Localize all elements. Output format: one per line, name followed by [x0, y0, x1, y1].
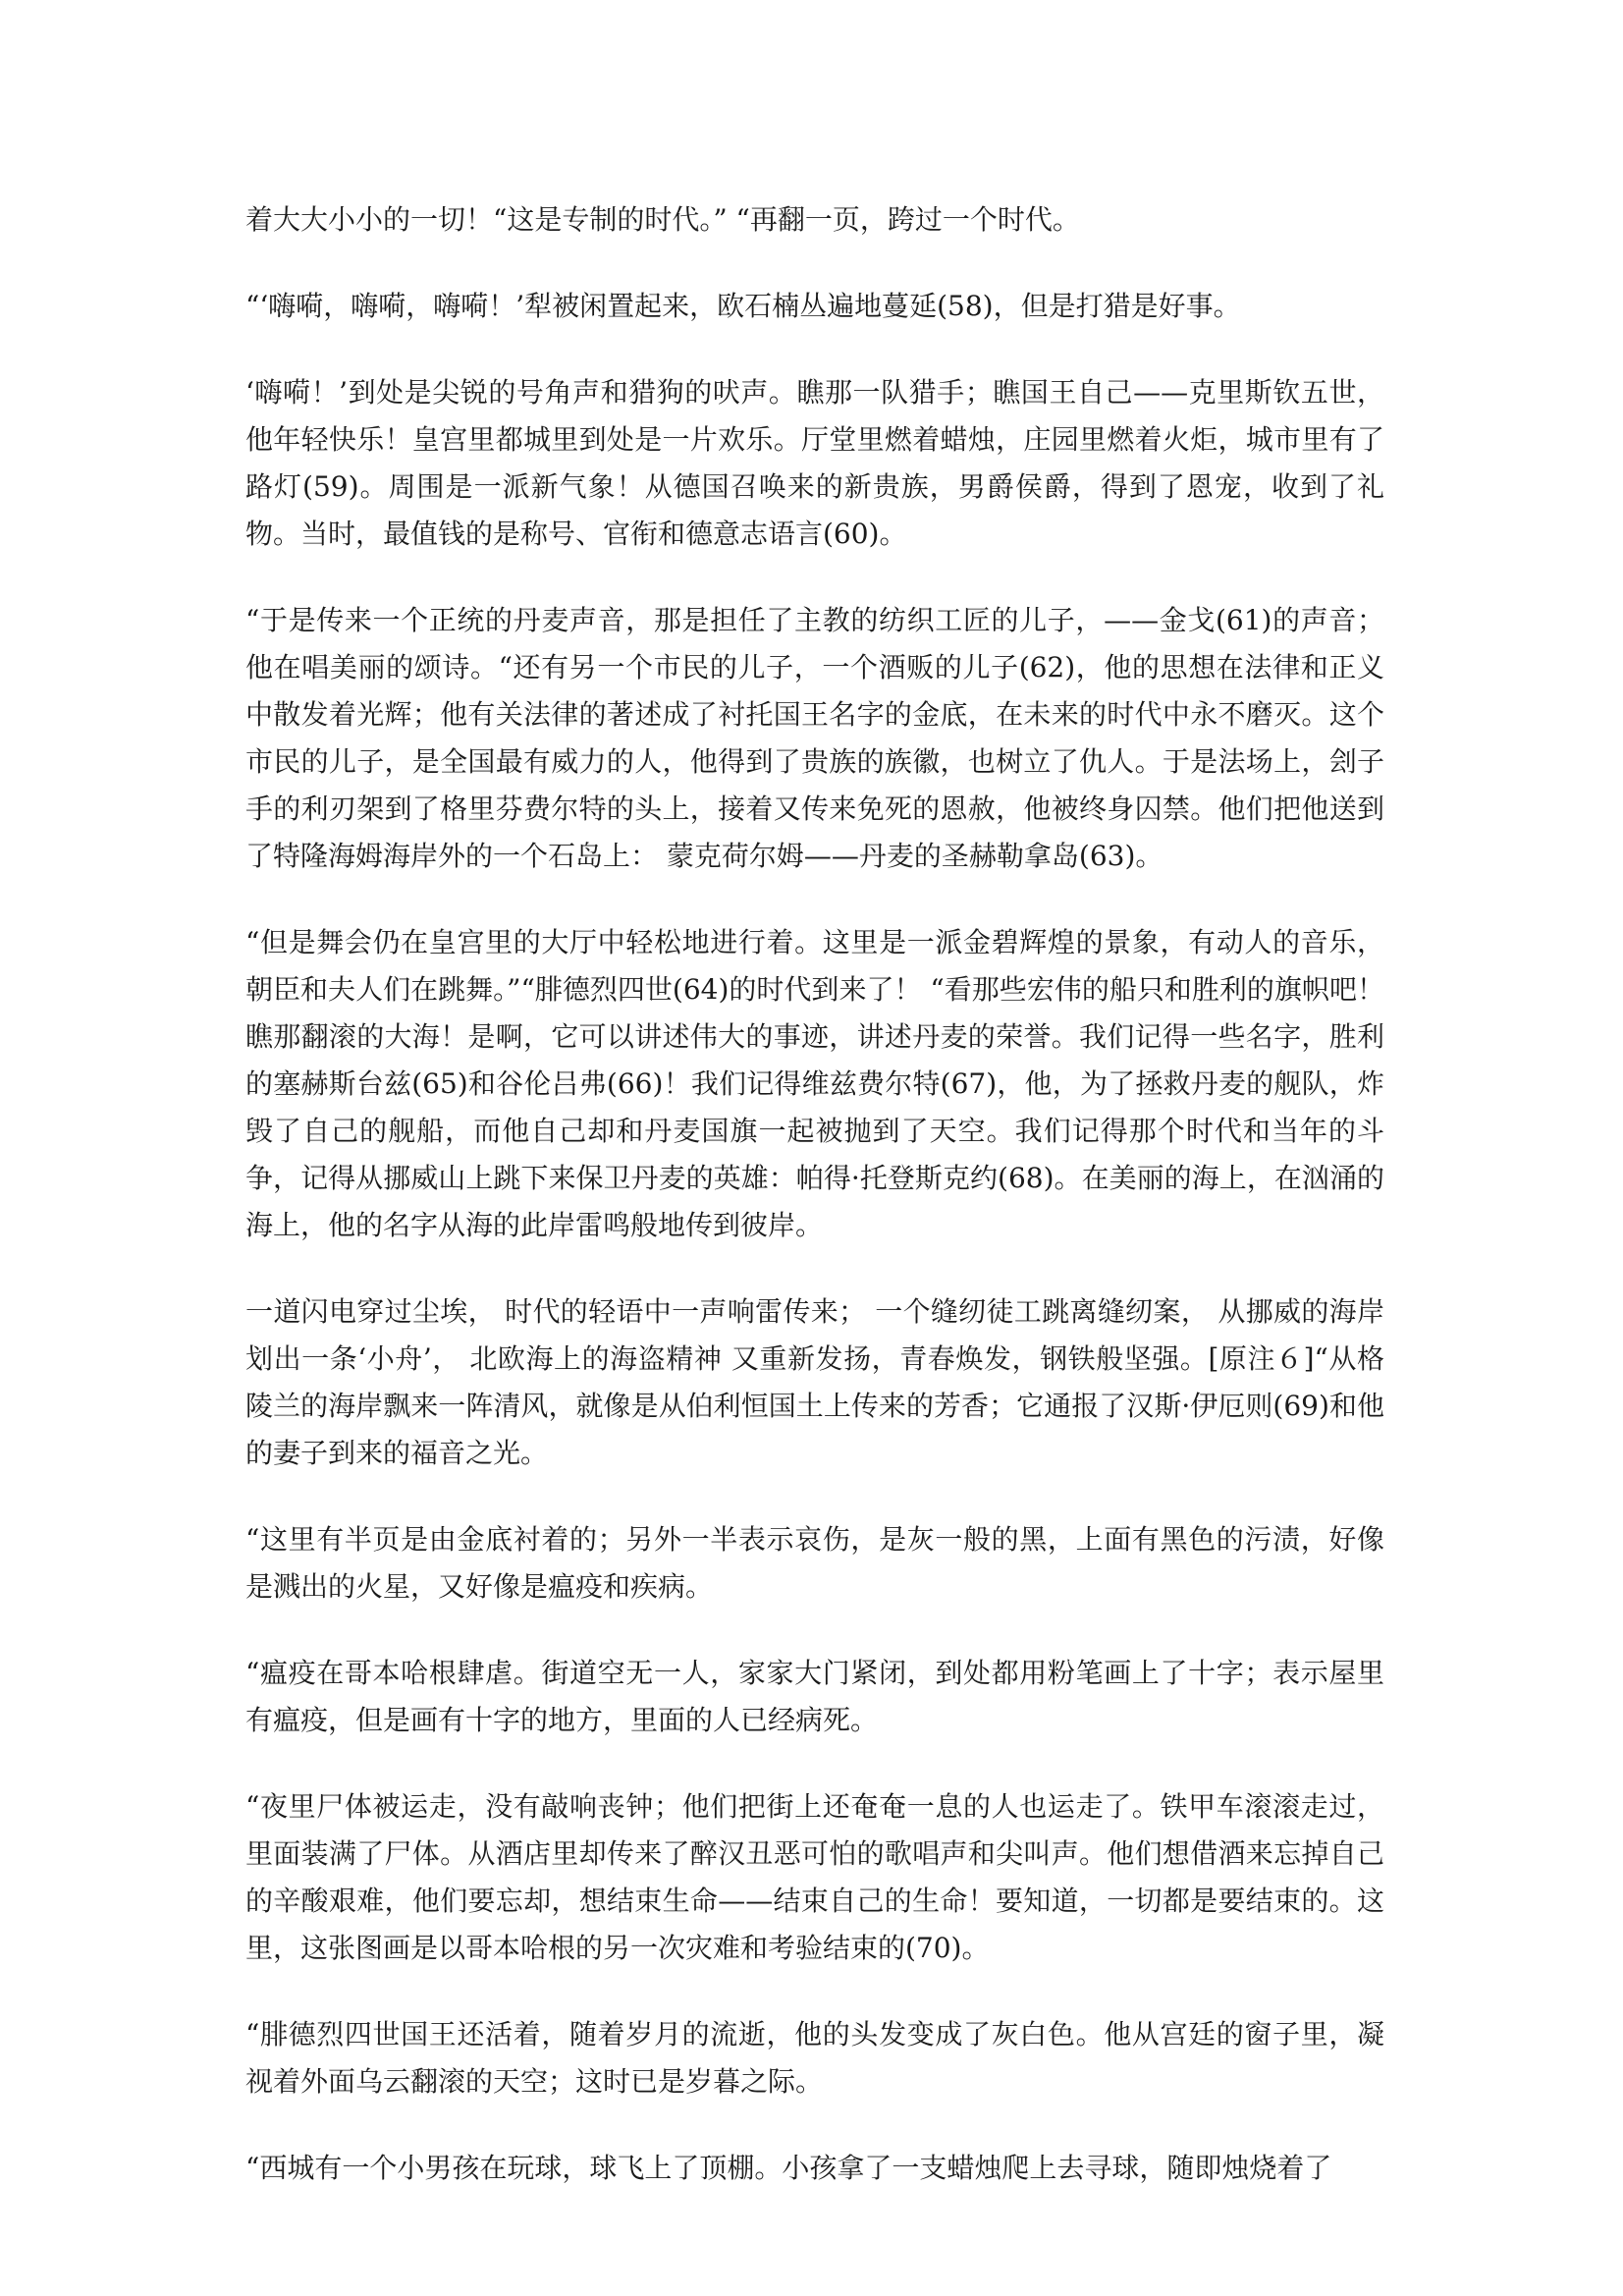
paragraph: 一道闪电穿过尘埃， 时代的轻语中一声响雷传来； 一个缝纫徒工跳离缝纫案， 从挪威的海岸划出一条‘小舟’， 北欧海上的海盗精神 又重新发扬，青春焕发，钢铁般坚强。[原注６]“从格陵兰的海岸飘来一阵清风，就像是从伯利恒国土上传来的芳香；它通报了汉斯·伊厄则(69)和他的妻子到来的福音之光。: [245, 1295, 1384, 1469]
paragraph: “但是舞会仍在皇宫里的大厅中轻松地进行着。这里是一派金碧辉煌的景象，有动人的音乐，朝臣和夫人们在跳舞。”“腓德烈四世(64)的时代到来了！ “看那些宏伟的船只和胜利的旗帜吧！瞧那翻滚的大海！是啊，它可以讲述伟大的事迹，讲述丹麦的荣誉。我们记得一些名字，胜利的塞赫斯台兹(65)和谷伦吕弗(66)！我们记得维兹费尔特(67)，他，为了拯救丹麦的舰队，炸毁了自己的舰船，而他自己却和丹麦国旗一起被抛到了天空。我们记得那个时代和当年的斗争，记得从挪威山上跳下来保卫丹麦的英雄：帕得·托登斯克约(68)。在美丽的海上，在汹涌的海上，他的名字从海的此岸雷鸣般地传到彼岸。: [245, 926, 1384, 1241]
paragraph: ‘嗨嗬！’到处是尖锐的号角声和猎狗的吠声。瞧那一队猎手；瞧国王自己——克里斯钦五世，他年轻快乐！皇宫里都城里到处是一片欢乐。厅堂里燃着蜡烛，庄园里燃着火炬，城市里有了路灯(59)。周围是一派新气象！从德国召唤来的新贵族，男爵侯爵，得到了恩宠，收到了礼物。当时，最值钱的是称号、官衔和德意志语言(60)。: [245, 376, 1384, 550]
paragraph: “这里有半页是由金底衬着的；另外一半表示哀伤，是灰一般的黑，上面有黑色的污渍，好像是溅出的火星，又好像是瘟疫和疾病。: [245, 1523, 1384, 1603]
paragraph: “夜里尸体被运走，没有敲响丧钟；他们把街上还奄奄一息的人也运走了。铁甲车滚滚走过，里面装满了尸体。从酒店里却传来了醉汉丑恶可怕的歌唱声和尖叫声。他们想借酒来忘掉自己的辛酸艰难，他们要忘却，想结束生命——结束自己的生命！要知道，一切都是要结束的。这里，这张图画是以哥本哈根的另一次灾难和考验结束的(70)。: [245, 1790, 1384, 1964]
paragraph: “于是传来一个正统的丹麦声音，那是担任了主教的纺织工匠的儿子，——金戈(61)的声音；他在唱美丽的颂诗。“还有另一个市民的儿子，一个酒贩的儿子(62)，他的思想在法律和正义中散发着光辉；他有关法律的著述成了衬托国王名字的金底，在未来的时代中永不磨灭。这个市民的儿子，是全国最有威力的人，他得到了贵族的族徽，也树立了仇人。于是法场上，刽子手的利刃架到了格里芬费尔特的头上，接着又传来免死的恩赦，他被终身囚禁。他们把他送到了特隆海姆海岸外的一个石岛上： 蒙克荷尔姆——丹麦的圣赫勒拿岛(63)。: [245, 604, 1384, 872]
paragraph: “瘟疫在哥本哈根肆虐。街道空无一人，家家大门紧闭，到处都用粉笔画上了十字；表示屋里有瘟疫，但是画有十字的地方，里面的人已经病死。: [245, 1657, 1384, 1736]
text-body: [245, 196, 1384, 2231]
paragraph: “‘嗨嗬，嗨嗬，嗨嗬！’犁被闲置起来，欧石楠丛遍地蔓延(58)，但是打猎是好事。: [245, 290, 1241, 322]
paragraph: “西城有一个小男孩在玩球，球飞上了顶棚。小孩拿了一支蜡烛爬上去寻球，随即烛烧着了: [245, 2152, 1332, 2184]
paragraph: 着大大小小的一切！“这是专制的时代。” “再翻一页，跨过一个时代。: [245, 203, 1080, 236]
paragraph: “腓德烈四世国王还活着，随着岁月的流逝，他的头发变成了灰白色。他从宫廷的窗子里，凝视着外面乌云翻滚的天空；这时已是岁暮之际。: [245, 2018, 1384, 2098]
